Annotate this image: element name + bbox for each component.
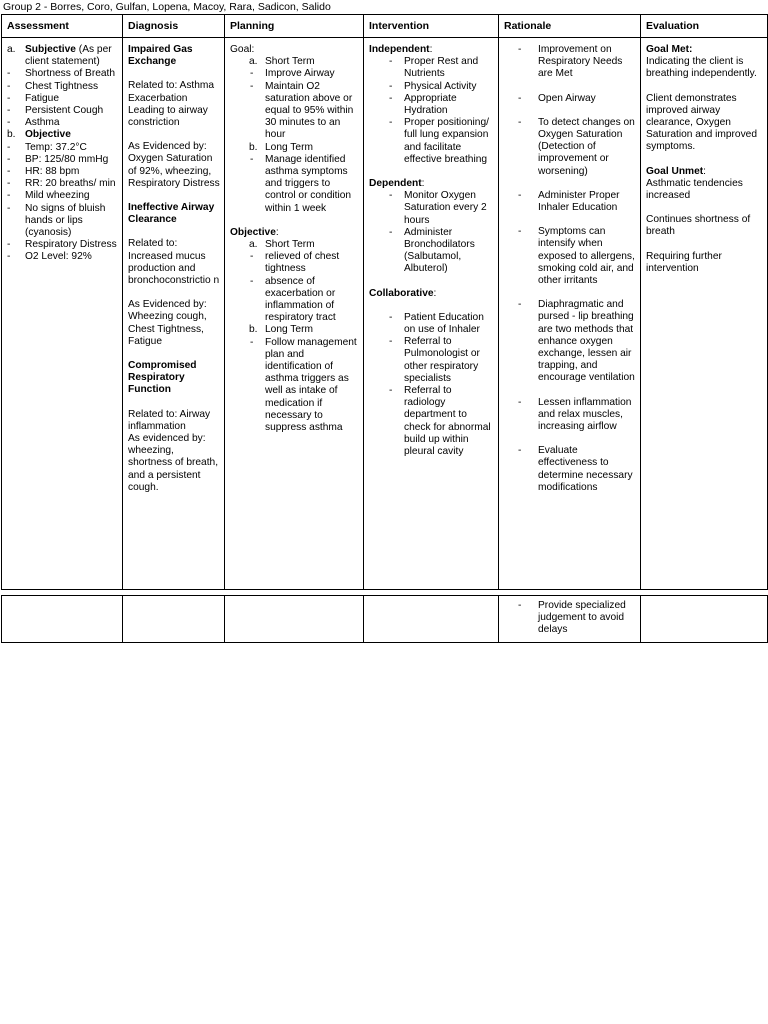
content-row bbox=[2, 38, 768, 590]
planning-cell bbox=[225, 38, 364, 590]
evaluation-cell bbox=[641, 38, 768, 590]
goal-met-detail: Client demonstrates improved airway clearance, Oxygen Saturation and improved symptoms. bbox=[646, 92, 757, 153]
continuation-row bbox=[2, 596, 768, 643]
list-item: - Shortness of Breath bbox=[7, 68, 118, 80]
rationale-cell bbox=[499, 38, 641, 590]
header-intervention: Intervention bbox=[364, 15, 499, 38]
list-item: - Asthma bbox=[7, 117, 118, 129]
assessment-cell bbox=[2, 596, 123, 643]
goal-unmet-heading: Goal Unmet: bbox=[646, 165, 707, 177]
assessment-cell bbox=[2, 38, 123, 590]
independent-heading: Independent: bbox=[369, 44, 433, 55]
intervention-cell bbox=[364, 596, 499, 643]
list-item: - Administer Bronchodilators (Salbutamol, Albuterol) bbox=[369, 227, 494, 276]
goal-met-text: Indicating the client is breathing independently. bbox=[646, 56, 757, 80]
goal-long-term: b. Long Term bbox=[230, 142, 359, 154]
group-header: Group 2 - Borres, Coro, Gulfan, Lopena, Macoy, Rara, Sadicon, Salido bbox=[3, 1, 331, 13]
list-item: - Evaluate effectiveness to determine necessary modifications bbox=[504, 445, 636, 494]
list-item: - Chest Tightness bbox=[7, 81, 118, 93]
diagnosis-evidence: As Evidenced by: Wheezing cough, Chest Tightness, Fatigue bbox=[128, 299, 207, 347]
list-item: - Follow management plan and identification of asthma triggers as well as intake of medication if necessary to suppress asthma bbox=[230, 337, 359, 435]
dependent-heading: Dependent: bbox=[369, 178, 425, 190]
list-item: - HR: 88 bpm bbox=[7, 166, 118, 178]
objective-heading: b. Objective bbox=[7, 129, 118, 141]
list-item: - Proper Rest and Nutrients bbox=[369, 56, 494, 80]
diagnosis-evidence: As Evidenced by: Oxygen Saturation of 92%, wheezing, Respiratory Distress bbox=[128, 141, 220, 189]
objective-heading: Objective: bbox=[230, 226, 279, 238]
list-item: - Referral to Pulmonologist or other respiratory specialists bbox=[369, 336, 494, 385]
diagnosis-related: Related to: Airway inflammation bbox=[128, 408, 211, 432]
list-item: - Monitor Oxygen Saturation every 2 hours bbox=[369, 190, 494, 227]
list-item: - Manage identified asthma symptoms and triggers to control or condition within 1 week bbox=[230, 154, 359, 215]
header-row bbox=[2, 15, 768, 38]
header-rationale: Rationale bbox=[499, 15, 641, 38]
rationale-cell bbox=[499, 596, 641, 643]
list-item: - Lessen inflammation and relax muscles, increasing airflow bbox=[504, 397, 636, 434]
list-item: - Improvement on Respiratory Needs are Met bbox=[504, 44, 636, 81]
list-item: - Appropriate Hydration bbox=[369, 93, 494, 117]
list-item: - absence of exacerbation or inflammation of respiratory tract bbox=[230, 276, 359, 325]
list-item: - Respiratory Distress bbox=[7, 239, 118, 251]
objective-short-term: a. Short Term bbox=[230, 239, 359, 251]
list-item: - Open Airway bbox=[504, 93, 636, 105]
list-item: - Provide specialized judgement to avoid delays bbox=[504, 600, 636, 637]
diagnosis-title: Ineffective Airway Clearance bbox=[128, 202, 215, 226]
list-item: - O2 Level: 92% bbox=[7, 251, 118, 263]
header-planning: Planning bbox=[225, 15, 364, 38]
list-item: - To detect changes on Oxygen Saturation (Detection of improvement or worsening) bbox=[504, 117, 636, 178]
list-item: - relieved of chest tightness bbox=[230, 251, 359, 275]
list-item: - Mild wheezing bbox=[7, 190, 118, 202]
diagnosis-evidence: As evidenced by: wheezing, shortness of breath, and a persistent cough. bbox=[128, 433, 219, 493]
collaborative-heading: Collaborative: bbox=[369, 287, 437, 299]
list-item: - RR: 20 breaths/ min bbox=[7, 178, 118, 190]
header-assessment: Assessment bbox=[2, 15, 123, 38]
list-item: - No signs of bluish hands or lips (cyanosis) bbox=[7, 203, 118, 240]
diagnosis-title: Compromised Respiratory Function bbox=[128, 360, 197, 396]
list-item: - Proper positioning/ full lung expansion and facilitate effective breathing bbox=[369, 117, 494, 166]
goal-unmet-text: Asthmatic tendencies increased bbox=[646, 177, 743, 202]
header-diagnosis: Diagnosis bbox=[123, 15, 225, 38]
intervention-cell bbox=[364, 38, 499, 590]
list-item: - Improve Airway bbox=[230, 68, 359, 80]
list-item: - Diaphragmatic and pursed - lip breathing are two methods that enhance oxygen exchange, lessen air trapping, and encourage ventilation bbox=[504, 299, 636, 384]
care-plan-table bbox=[1, 14, 768, 590]
unmet-detail: Continues shortness of breath bbox=[646, 214, 751, 238]
goal-short-term: a. Short Term bbox=[230, 56, 359, 68]
list-item: - Persistent Cough bbox=[7, 105, 118, 117]
list-item: - Patient Education on use of Inhaler bbox=[369, 312, 494, 336]
subjective-heading: a. Subjective (As per client statement) bbox=[7, 44, 118, 68]
diagnosis-related: Related to: Asthma Exacerbation Leading to airway constriction bbox=[128, 80, 215, 129]
goal-heading: Goal: bbox=[230, 44, 255, 55]
care-plan-continuation-table bbox=[1, 595, 768, 643]
list-item: - Symptoms can intensify when exposed to allergens, smoking cold air, and other irritants bbox=[504, 226, 636, 287]
planning-cell bbox=[225, 596, 364, 643]
goal-met-label: Goal Met: bbox=[646, 44, 693, 55]
list-item: - Administer Proper Inhaler Education bbox=[504, 190, 636, 214]
evaluation-cell bbox=[641, 596, 768, 643]
list-item: - Referral to radiology department to check for abnormal build up within pleural cavity bbox=[369, 385, 494, 458]
list-item: - Temp: 37.2°C bbox=[7, 142, 118, 154]
diagnosis-cell bbox=[123, 38, 225, 590]
diagnosis-related: Related to: Increased mucus production and bronchoconstrictio n bbox=[128, 238, 220, 287]
header-evaluation: Evaluation bbox=[641, 15, 768, 38]
unmet-detail: Requiring further intervention bbox=[646, 250, 722, 274]
list-item: - Fatigue bbox=[7, 93, 118, 105]
list-item: - BP: 125/80 mmHg bbox=[7, 154, 118, 166]
list-item: - Physical Activity bbox=[369, 81, 494, 93]
diagnosis-cell bbox=[123, 596, 225, 643]
diagnosis-title: Impaired Gas Exchange bbox=[128, 44, 193, 68]
list-item: - Maintain O2 saturation above or equal to 95% within 30 minutes to an hour bbox=[230, 81, 359, 142]
objective-long-term: b. Long Term bbox=[230, 324, 359, 336]
